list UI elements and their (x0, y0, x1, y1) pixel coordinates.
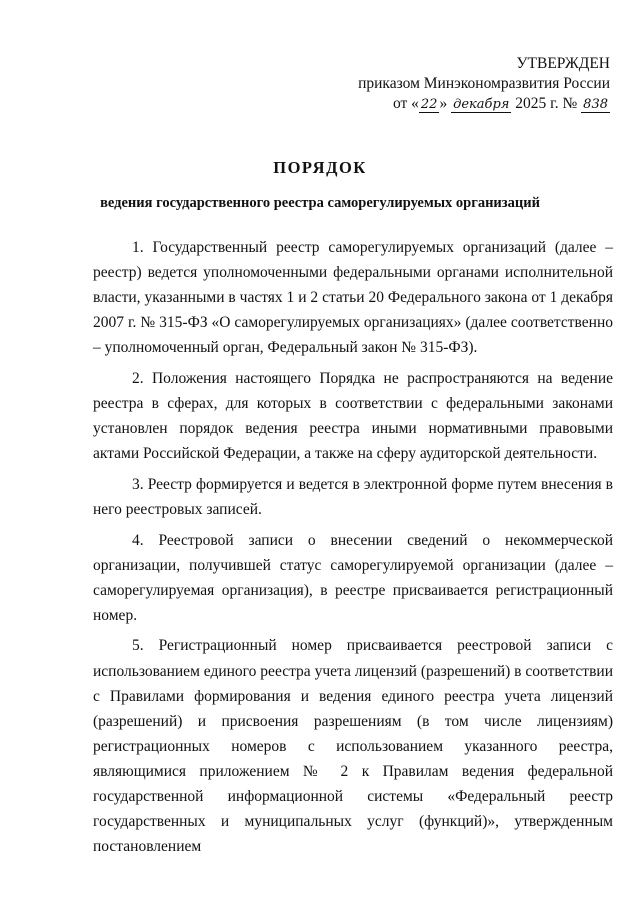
approval-date-line (330, 94, 610, 115)
paragraph-5: 5. Регистрационный номер присваивается реестровой записи с использованием единого реестра учета лицензий (разрешений) в соответствии с Правилами формирования и ведения единого реестра учета лицензий (разрешений) и присвоения разрешениям (в том числе лицензиям) регистрационных номеров с использованием указанного реестра, являющимися приложением № 2 к Правилам ведения федеральной государственной информационной системы «Федеральный реестр государственных и муниципальных услуг (функций)», утвержденным постановлением (93, 637, 613, 856)
approval-order: приказом Минэкономразвития России (358, 75, 610, 92)
paragraph-4: 4. Реестровой записи о внесении сведений о некоммерческой организации, получившей статус саморегулируемой организации (далее – саморегулируемая организация), в реестре присваивается регистрационный номер. (93, 531, 613, 624)
approval-block (330, 54, 610, 115)
approval-status: УТВЕРЖДЕН (516, 55, 610, 72)
handwritten-day: 22 (420, 97, 438, 112)
document-subtitle: ведения государственного реестра саморегулируемых организаций (100, 195, 540, 211)
document-body (93, 235, 613, 859)
date-prefix: от « (392, 95, 419, 112)
date-day-close: » (439, 95, 452, 112)
handwritten-month: декабря (453, 97, 510, 112)
handwritten-order-number: 838 (583, 97, 608, 112)
paragraph-3: 3. Реестр формируется и ведется в электронной форме путем внесения в него реестровых записей. (93, 475, 613, 518)
paragraph-1: 1. Государственный реестр саморегулируемых организаций (далее – реестр) ведется уполномоченными федеральными органами исполнительной власти, указанными в частях 1 и 2 статьи 20 Федерального закона от 1 декабря 2007 г. № 315-ФЗ «О саморегулируемых организациях» (далее соответственно – уполномоченный орган, Федеральный закон № 315-ФЗ). (93, 239, 613, 357)
document-title: ПОРЯДОК (273, 158, 367, 177)
date-year: 2025 г. № (511, 95, 582, 112)
paragraph-2: 2. Положения настоящего Порядка не распространяются на ведение реестра в сферах, для которых в соответствии с федеральными законами установлен порядок ведения реестра иными нормативными правовыми актами Российской Федерации, а также на сферу аудиторской деятельности. (93, 369, 613, 463)
